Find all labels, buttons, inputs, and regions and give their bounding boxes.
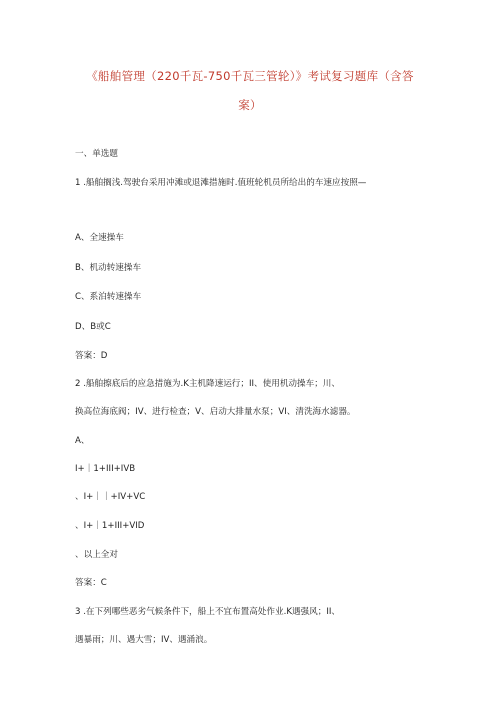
document-title-line-2: 案） bbox=[238, 98, 262, 112]
question-2-option-b: 、I+｜｜+IV+VC bbox=[75, 492, 146, 502]
question-3-stem-line-2: 遇暴雨；川、遇大雪；IV、遇涌浪。 bbox=[75, 635, 213, 645]
question-2-answer: 答案：C bbox=[75, 578, 107, 588]
question-2-stem-line-2: 换高位海底阀；IV、进行检查；V、启动大排量水泵；VI、清洗海水滤器。 bbox=[75, 407, 356, 417]
question-1-stem: 1 .船舶搁浅.驾驶台采用冲滩或退滩措施时.值班轮机员所给出的车速应按照— bbox=[75, 178, 367, 188]
question-1-option-b: B、机动转速操车 bbox=[75, 263, 142, 273]
question-1-option-d: D、B或C bbox=[75, 322, 111, 332]
question-1-option-c: C、系泊转速操车 bbox=[75, 292, 142, 302]
question-1-option-a: A、全速操车 bbox=[75, 233, 124, 243]
question-3-stem-line-1: 3 .在下列哪些恶劣气候条件下，船上不宜布置高处作业.K遇强风；II、 bbox=[75, 607, 340, 617]
question-2-stem-line-1: 2 .船舶擦底后的应急措施为.K主机降速运行；II、使用机动操车；川、 bbox=[75, 379, 340, 389]
question-2-option-a: I+｜1+III+IVB bbox=[75, 464, 136, 474]
document-title-line-1: 《船舶管理（220千瓦-750千瓦三管轮）》考试复习题库（含答 bbox=[86, 69, 414, 83]
section-heading: 一、单选题 bbox=[75, 149, 118, 159]
question-2-option-d: 、以上全对 bbox=[75, 550, 118, 560]
question-2-option-a-label: A、 bbox=[75, 436, 90, 446]
question-1-answer: 答案：D bbox=[75, 351, 108, 361]
question-2-option-c: 、I+｜1+III+VID bbox=[75, 521, 145, 531]
